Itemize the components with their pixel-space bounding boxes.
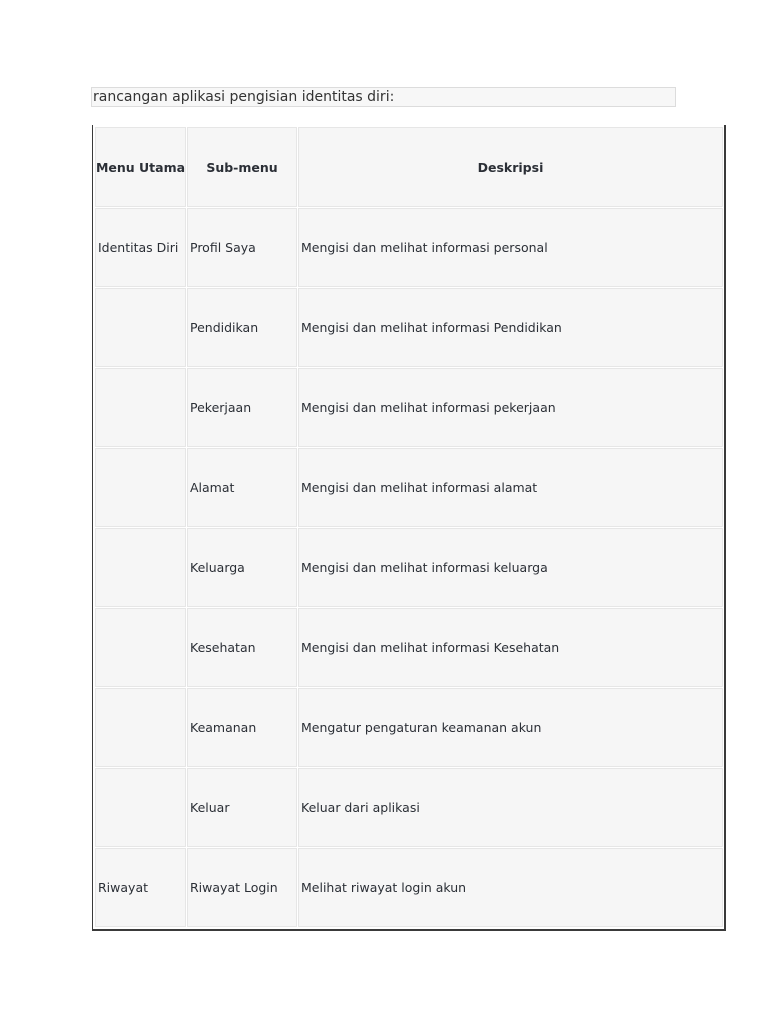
table-cell-submenu: Kesehatan	[187, 608, 297, 687]
table-cell-submenu: Riwayat Login	[187, 848, 297, 927]
table-cell-description: Melihat riwayat login akun	[298, 848, 723, 927]
table-cell-menu	[95, 608, 186, 687]
menu-table	[92, 125, 726, 931]
table-cell-menu: Identitas Diri	[95, 208, 186, 287]
header-sub-menu: Sub-menu	[187, 127, 297, 207]
table-cell-description: Mengisi dan melihat informasi pekerjaan	[298, 368, 723, 447]
table-cell-menu	[95, 288, 186, 367]
table-cell-menu: Riwayat	[95, 848, 186, 927]
table-cell-description: Mengatur pengaturan keamanan akun	[298, 688, 723, 767]
table-cell-submenu: Profil Saya	[187, 208, 297, 287]
table-cell-description: Mengisi dan melihat informasi personal	[298, 208, 723, 287]
table-cell-menu	[95, 448, 186, 527]
menu-table-grid	[95, 127, 723, 927]
table-cell-description: Mengisi dan melihat informasi alamat	[298, 448, 723, 527]
table-cell-description: Mengisi dan melihat informasi Kesehatan	[298, 608, 723, 687]
header-deskripsi: Deskripsi	[298, 127, 723, 207]
table-cell-menu	[95, 368, 186, 447]
table-cell-menu	[95, 768, 186, 847]
header-menu-utama: Menu Utama	[95, 127, 186, 207]
table-cell-submenu: Keamanan	[187, 688, 297, 767]
table-cell-menu	[95, 528, 186, 607]
table-cell-submenu: Pekerjaan	[187, 368, 297, 447]
table-cell-submenu: Keluar	[187, 768, 297, 847]
table-cell-submenu: Pendidikan	[187, 288, 297, 367]
table-cell-menu	[95, 688, 186, 767]
table-cell-submenu: Alamat	[187, 448, 297, 527]
table-cell-description: Mengisi dan melihat informasi Pendidikan	[298, 288, 723, 367]
table-cell-submenu: Keluarga	[187, 528, 297, 607]
intro-text: rancangan aplikasi pengisian identitas diri:	[91, 87, 676, 107]
table-cell-description: Mengisi dan melihat informasi keluarga	[298, 528, 723, 607]
table-cell-description: Keluar dari aplikasi	[298, 768, 723, 847]
